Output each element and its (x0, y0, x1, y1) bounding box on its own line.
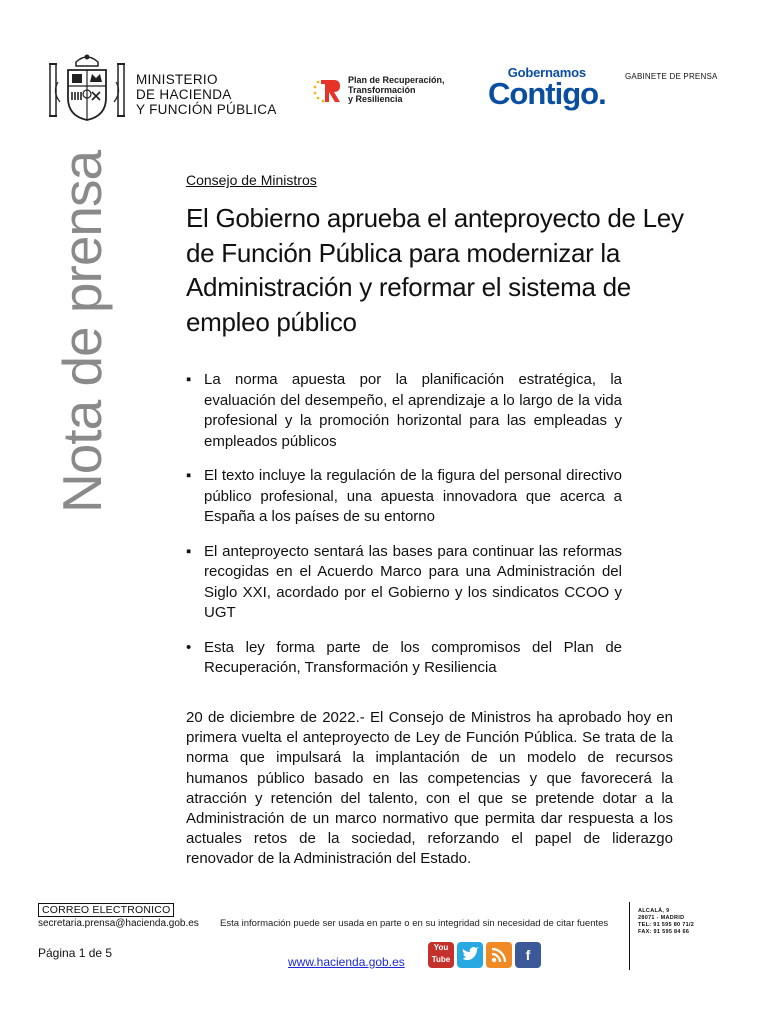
ministry-line: Y FUNCIÓN PÚBLICA (136, 102, 277, 117)
address-line: 28071 - MADRID (638, 915, 685, 921)
section-label: Consejo de Ministros (186, 172, 317, 188)
youtube-icon-top: You (433, 943, 449, 952)
plan-line: Transformación (348, 84, 416, 95)
divider (629, 902, 630, 970)
coat-of-arms-logo (48, 52, 126, 124)
ministry-line: MINISTERIO (136, 72, 218, 87)
youtube-icon-bottom: Tube (431, 955, 451, 964)
header (48, 52, 728, 128)
bullet-icon: • (186, 638, 192, 656)
social-links (428, 942, 541, 968)
list-item-text: El anteproyecto sentará las bases para continuar las reformas recogidas en el Acuerdo Marco para una Administración del Siglo XXI, acordado por el Gobierno y los sindicatos CCOO y UGT (204, 542, 622, 621)
gobernamos-contigo-logo (488, 66, 606, 109)
ministry-line: DE HACIENDA (136, 87, 232, 102)
list-item (186, 542, 622, 624)
highlights-list (186, 370, 622, 679)
email-label: CORREO ELECTRONICO (38, 903, 174, 917)
plan-line: Plan de Recuperación, (348, 75, 445, 85)
footer (38, 900, 738, 980)
list-item-text: La norma apuesta por la planificación estratégica, la evaluación del desempeño, el aprendizaje a lo largo de la vida profesional y la promoción horizontal para las empleadas y empleados públicos (204, 371, 622, 450)
list-item-text: El texto incluye la regulación de la figura del personal directivo público profesional, una apuesta innovadora que acerca a España a los países de su entorno (204, 467, 622, 525)
bullet-icon: ▪ (186, 467, 192, 484)
recovery-plan-text (348, 76, 445, 105)
press-release-side-title: Nota de prensa (51, 150, 113, 513)
list-item (186, 466, 622, 528)
bullet-icon: ▪ (186, 371, 192, 388)
address-line: ALCALÁ, 9 (638, 908, 670, 914)
gob-logo-top: Gobernamos (507, 65, 586, 80)
postal-address (638, 908, 694, 936)
ministry-name (136, 72, 277, 117)
youtube-icon[interactable] (428, 942, 454, 968)
address-line: FAX: 91 595 84 66 (638, 929, 690, 935)
gob-logo-main: Contigo. (488, 76, 606, 111)
rss-icon[interactable] (486, 942, 512, 968)
facebook-icon[interactable]: f (515, 942, 541, 968)
body-paragraph: 20 de diciembre de 2022.- El Consejo de Ministros ha aprobado hoy en primera vuelta el anteproyecto de Ley de Función Pública. Se trata de la norma que impulsará la implantación de un modelo de recursos humanos público basado en las competencias y que favorecerá la atracción y retención del talento, con el que se pretende dotar a la Administración de un marco normativo que permita dar respuesta a los actuales retos de la sociedad, reforzando el papel de liderazgo renovador de la Administración del Estado. (186, 709, 673, 868)
usage-disclaimer: Esta información puede ser usada en parte o en su integridad sin necesidad de citar fuentes (220, 918, 609, 929)
website-link[interactable]: www.hacienda.gob.es (288, 955, 405, 969)
address-line: TEL: 91 595 80 71/2 (638, 922, 695, 928)
plan-line: y Resiliencia (348, 94, 403, 104)
list-item (186, 638, 622, 679)
email-address[interactable]: secretaria.prensa@hacienda.gob.es (38, 918, 199, 929)
twitter-icon[interactable] (457, 942, 483, 968)
list-item-text: Esta ley forma parte de los compromisos del Plan de Recuperación, Transformación y Resiliencia (204, 638, 622, 676)
list-item (186, 370, 622, 452)
press-office-label: GABINETE DE PRENSA (625, 72, 718, 81)
headline: El Gobierno aprueba el anteproyecto de Ley de Función Pública para modernizar la Administración y reformar el sistema de empleo público (186, 203, 684, 337)
page-number: Página 1 de 5 (38, 946, 113, 960)
recovery-plan-logo (312, 76, 342, 106)
bullet-icon: ▪ (186, 542, 192, 560)
